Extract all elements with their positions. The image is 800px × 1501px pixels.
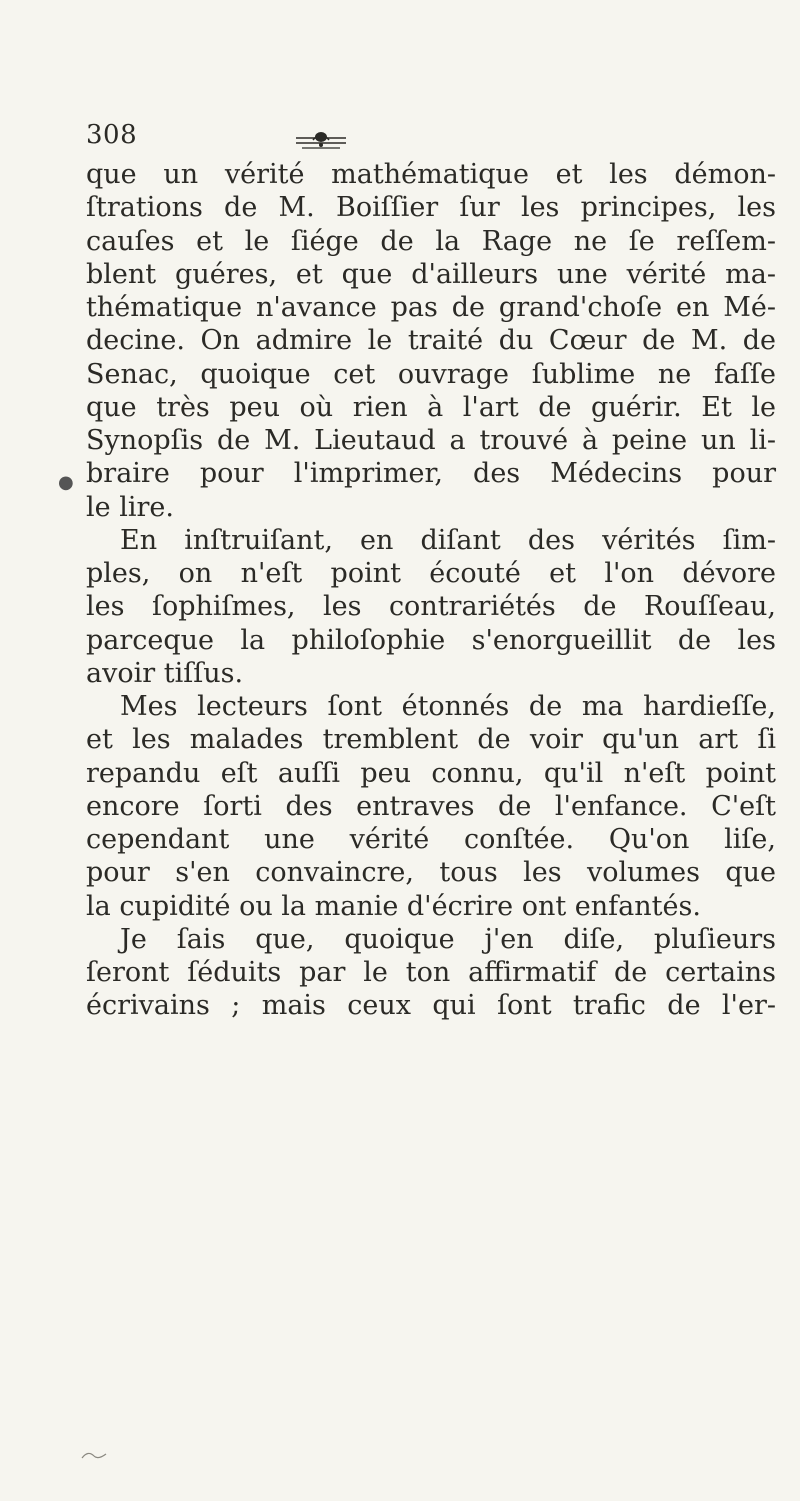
text-line: les ſophiſmes, les contrariétés de Rouſſeau, bbox=[86, 591, 776, 623]
text-line: ples, on n'eſt point écouté et l'on dévore bbox=[86, 558, 776, 589]
text-line: parceque la philoſophie s'enorgueillit de les bbox=[86, 624, 776, 656]
text-line: cependant une vérité conſtée. Qu'on liſe, bbox=[86, 824, 776, 855]
ink-mark-icon bbox=[80, 1448, 110, 1462]
text-line: ſtrations de M. Boiſſier ſur les principes, les bbox=[86, 192, 776, 224]
text-line: En inſtruiſant, en diſant des vérités ſim- bbox=[120, 524, 776, 556]
text-line: avoir tiſſus. bbox=[86, 657, 244, 689]
text-line: Mes lecteurs ſont étonnés de ma hardieſſe, bbox=[120, 691, 776, 722]
text-line: blent guéres, et que d'ailleurs une vérité ma- bbox=[86, 258, 776, 290]
text-line: le lire. bbox=[86, 491, 174, 523]
text-line: cauſes et le ſiége de la Rage ne ſe reſſem- bbox=[86, 225, 776, 257]
text-line: repandu eſt auſſi peu connu, qu'il n'eſt point bbox=[86, 757, 776, 789]
text-line: écrivains ; mais ceux qui ſont trafic de l'er- bbox=[86, 990, 776, 1022]
text-line: thématique n'avance pas de grand'choſe en Mé- bbox=[86, 292, 776, 323]
body-text bbox=[86, 158, 776, 1023]
page-number: 308 bbox=[86, 120, 138, 150]
text-line: decine. On admire le traité du Cœur de M. de bbox=[86, 325, 776, 357]
text-line: pour s'en convaincre, tous les volumes que bbox=[86, 857, 776, 889]
text-line: que très peu où rien à l'art de guérir. Et le bbox=[86, 391, 776, 423]
text-line: encore ſorti des entraves de l'enfance. C'eſt bbox=[86, 790, 776, 822]
text-line: Senac, quoique cet ouvrage ſublime ne faſſe bbox=[86, 358, 776, 390]
text-line: Je ſais que, quoique j'en diſe, pluſieurs bbox=[120, 923, 776, 955]
text-line: que un vérité mathématique et les démon- bbox=[86, 159, 776, 190]
margin-bullet-icon: ● bbox=[58, 472, 74, 493]
text-line: et les malades tremblent de voir qu'un art ſi bbox=[86, 724, 776, 756]
text-line: braire pour l'imprimer, des Médecins pour bbox=[86, 458, 776, 490]
text-line: Synopſis de M. Lieutaud a trouvé à peine un li- bbox=[86, 425, 776, 456]
text-line: ſeront ſéduits par le ton affirmatif de certains bbox=[86, 957, 776, 988]
fleuron-ornament-icon bbox=[294, 130, 348, 152]
text-line: la cupidité ou la manie d'écrire ont enfantés. bbox=[86, 890, 701, 922]
